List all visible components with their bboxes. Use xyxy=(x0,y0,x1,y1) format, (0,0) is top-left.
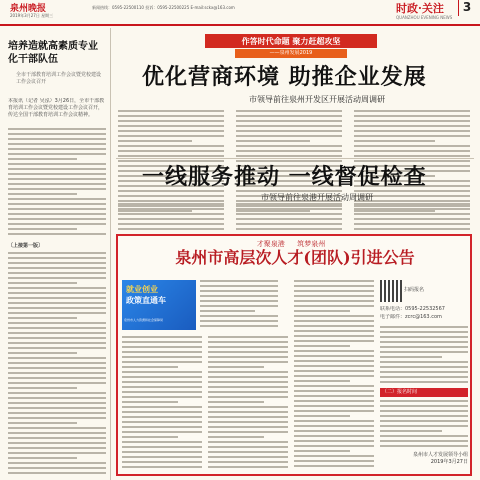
text-line xyxy=(208,426,288,428)
notice-col-4b xyxy=(380,400,468,450)
text-line xyxy=(8,262,106,264)
text-line xyxy=(294,435,374,437)
text-line xyxy=(380,371,468,373)
text-line xyxy=(380,361,468,363)
left-body-text xyxy=(8,128,106,238)
text-line xyxy=(200,315,278,317)
text-line xyxy=(8,307,106,309)
paper-logo: 泉州晚报 xyxy=(10,4,47,14)
masthead xyxy=(0,0,480,26)
text-line xyxy=(8,312,106,314)
text-line xyxy=(294,280,374,282)
text-line xyxy=(8,198,106,200)
text-line xyxy=(122,396,202,398)
text-line xyxy=(208,421,288,423)
text-line xyxy=(8,183,106,185)
text-line xyxy=(122,361,202,363)
text-line xyxy=(8,158,77,160)
apply-period-label: （二）报名时间 xyxy=(380,388,468,397)
text-line xyxy=(236,135,342,137)
text-line xyxy=(294,430,374,432)
text-line xyxy=(8,322,106,324)
text-line xyxy=(294,340,374,342)
text-line xyxy=(8,153,106,155)
text-line xyxy=(118,125,224,127)
text-line xyxy=(8,193,77,195)
text-line xyxy=(8,277,106,279)
text-line xyxy=(8,387,77,389)
text-line xyxy=(8,188,106,190)
column-divider xyxy=(110,28,111,480)
text-line xyxy=(8,178,106,180)
image-line-2: 政策直通车 xyxy=(126,296,166,305)
text-line xyxy=(8,168,106,170)
text-line xyxy=(200,290,278,292)
text-line xyxy=(118,135,224,137)
text-line xyxy=(208,466,288,468)
text-line xyxy=(8,442,106,444)
text-line xyxy=(8,437,106,439)
text-line xyxy=(122,466,202,468)
text-line xyxy=(8,203,106,205)
text-line xyxy=(118,213,224,215)
text-line xyxy=(122,461,202,463)
left-headline: 培养造就高素质专业化干部队伍 xyxy=(8,41,98,65)
text-line xyxy=(208,381,288,383)
text-line xyxy=(354,130,470,132)
text-line xyxy=(208,351,288,353)
text-line xyxy=(122,351,202,353)
text-line xyxy=(294,415,350,417)
text-line xyxy=(8,422,77,424)
text-line xyxy=(354,125,470,127)
text-line xyxy=(8,128,106,130)
text-line xyxy=(236,228,342,230)
qr-label: 扫码报名 xyxy=(404,287,425,293)
qr-code[interactable] xyxy=(380,280,402,302)
text-line xyxy=(208,451,288,453)
text-line xyxy=(354,135,470,137)
text-line xyxy=(8,143,106,145)
text-line xyxy=(8,297,106,299)
text-line xyxy=(8,148,106,150)
text-line xyxy=(294,370,374,372)
issue-date: 2019年3月27日 星期三 xyxy=(10,13,54,18)
text-line xyxy=(8,342,106,344)
image-line-1: 就业创业 xyxy=(126,285,158,294)
text-line xyxy=(8,417,106,419)
text-line xyxy=(380,381,468,383)
contact-email: 电子邮件：zcrc@163.com xyxy=(380,314,442,320)
text-line xyxy=(8,282,77,284)
text-line xyxy=(200,305,278,307)
notice-signature xyxy=(380,452,468,466)
text-line xyxy=(294,445,374,447)
text-line xyxy=(208,346,288,348)
text-line xyxy=(294,450,350,452)
text-line xyxy=(380,410,468,412)
text-line xyxy=(380,336,468,338)
text-line xyxy=(208,356,288,358)
text-line xyxy=(354,218,470,220)
text-line xyxy=(8,352,77,354)
left-lede: 本报讯（记者 吴泓）3月26日，全市干部教育培训工作会议暨党校建设工作会议召开，传达全国干部教育培训工作会议精神。 xyxy=(8,98,105,118)
text-line xyxy=(118,223,224,225)
text-line xyxy=(8,447,106,449)
text-line xyxy=(122,376,202,378)
text-line xyxy=(236,213,342,215)
text-line xyxy=(122,431,202,433)
text-line xyxy=(8,392,106,394)
text-line xyxy=(122,441,202,443)
text-line xyxy=(294,325,374,327)
text-line xyxy=(118,150,224,152)
text-line xyxy=(118,115,224,117)
text-line xyxy=(122,386,202,388)
text-line xyxy=(8,233,106,235)
text-line xyxy=(354,115,470,117)
text-line xyxy=(8,347,106,349)
text-line xyxy=(236,145,342,147)
text-line xyxy=(200,285,278,287)
text-line xyxy=(208,401,264,403)
text-line xyxy=(236,140,310,142)
text-line xyxy=(122,456,202,458)
text-line xyxy=(8,287,106,289)
text-line xyxy=(122,336,202,338)
left-subhead: 全市干部教育培训工作会议暨党校建设工作会议召开 xyxy=(16,72,102,85)
text-line xyxy=(122,411,202,413)
notice-col-4 xyxy=(380,326,468,386)
text-line xyxy=(236,120,342,122)
notice-headline: 泉州市高层次人才(团队)引进公告 xyxy=(175,248,415,267)
text-line xyxy=(8,407,106,409)
text-line xyxy=(8,292,106,294)
text-line xyxy=(294,395,374,397)
contact-line: 新闻热线：0595-22500110 投诉：0595-22500225 E-mail:sckx@163.com xyxy=(92,5,235,10)
text-line xyxy=(118,155,224,157)
text-line xyxy=(8,427,106,429)
text-line xyxy=(208,391,288,393)
text-line xyxy=(294,400,374,402)
text-line xyxy=(8,163,106,165)
text-line xyxy=(380,415,468,417)
page-number: 3 xyxy=(458,0,475,16)
text-line xyxy=(294,405,374,407)
text-line xyxy=(118,208,224,210)
text-line xyxy=(294,330,374,332)
text-line xyxy=(294,425,374,427)
text-line xyxy=(294,300,374,302)
banner-title: 作答时代命题 聚力赶超攻坚 xyxy=(205,34,377,48)
text-line xyxy=(8,228,77,230)
text-line xyxy=(294,420,374,422)
text-line xyxy=(118,228,224,230)
text-line xyxy=(354,140,435,142)
text-line xyxy=(118,140,192,142)
text-line xyxy=(8,252,106,254)
text-line xyxy=(122,426,202,428)
article-divider xyxy=(116,158,474,159)
text-line xyxy=(380,331,468,333)
text-line xyxy=(294,465,374,467)
policy-image xyxy=(122,280,196,330)
text-line xyxy=(208,461,288,463)
english-name: QUANZHOU EVENING NEWS xyxy=(396,15,453,20)
text-line xyxy=(380,420,468,422)
text-line xyxy=(8,432,106,434)
contact-phone: 联系电话：0595-22532567 xyxy=(380,306,445,312)
text-line xyxy=(208,406,288,408)
text-line xyxy=(8,402,106,404)
article-2-subhead: 市领导前往泉港开展活动周调研 xyxy=(261,193,373,202)
text-line xyxy=(208,371,288,373)
text-line xyxy=(208,411,288,413)
text-line xyxy=(236,155,342,157)
text-line xyxy=(208,341,288,343)
text-line xyxy=(122,406,202,408)
text-line xyxy=(122,381,202,383)
text-line xyxy=(122,416,202,418)
text-line xyxy=(294,290,374,292)
text-line xyxy=(294,410,374,412)
text-line xyxy=(8,327,106,329)
text-line xyxy=(380,435,468,437)
notice-col-3 xyxy=(294,280,374,470)
text-line xyxy=(8,213,106,215)
text-line xyxy=(380,356,442,358)
text-line xyxy=(380,405,468,407)
kicker-right: 筑梦泉州 xyxy=(297,240,326,248)
signature-date: 2019年3月27日 xyxy=(430,459,468,465)
text-line xyxy=(8,462,106,464)
text-line xyxy=(294,375,374,377)
text-line xyxy=(380,440,468,442)
text-line xyxy=(8,218,106,220)
text-line xyxy=(294,335,374,337)
text-line xyxy=(8,337,106,339)
text-line xyxy=(8,208,106,210)
text-line xyxy=(354,110,470,112)
text-line xyxy=(8,472,106,474)
left-body-text-2 xyxy=(8,252,106,478)
text-line xyxy=(122,401,178,403)
text-line xyxy=(122,356,202,358)
left-continued-tag: 〔上接第一版〕 xyxy=(8,243,44,249)
text-line xyxy=(208,386,288,388)
text-line xyxy=(8,223,106,225)
notice-col-2 xyxy=(208,336,288,470)
text-line xyxy=(208,446,288,448)
text-line xyxy=(380,445,468,447)
text-line xyxy=(8,332,106,334)
text-line xyxy=(236,125,342,127)
text-line xyxy=(354,150,470,152)
text-line xyxy=(122,451,202,453)
text-line xyxy=(208,336,288,338)
text-line xyxy=(8,317,77,319)
text-line xyxy=(208,456,288,458)
text-line xyxy=(236,218,342,220)
text-line xyxy=(8,133,106,135)
text-line xyxy=(122,421,202,423)
text-line xyxy=(294,365,374,367)
text-line xyxy=(8,302,106,304)
text-line xyxy=(294,355,374,357)
text-line xyxy=(380,366,468,368)
text-line xyxy=(236,203,342,205)
article-2-col-1 xyxy=(118,203,224,231)
text-line xyxy=(294,390,374,392)
text-line xyxy=(380,425,468,427)
text-line xyxy=(8,412,106,414)
text-line xyxy=(8,272,106,274)
text-line xyxy=(200,320,278,322)
text-line xyxy=(200,325,278,327)
text-line xyxy=(236,110,342,112)
text-line xyxy=(8,372,106,374)
text-line xyxy=(380,341,468,343)
text-line xyxy=(208,431,288,433)
signature-org: 泉州市人才发展领导小组 xyxy=(412,452,468,458)
text-line xyxy=(236,115,342,117)
text-line xyxy=(294,305,374,307)
text-line xyxy=(236,130,342,132)
text-line xyxy=(8,173,106,175)
text-line xyxy=(236,223,342,225)
text-line xyxy=(122,446,202,448)
text-line xyxy=(118,110,224,112)
text-line xyxy=(122,346,202,348)
text-line xyxy=(8,257,106,259)
text-line xyxy=(122,436,178,438)
text-line xyxy=(118,120,224,122)
text-line xyxy=(380,326,468,328)
text-line xyxy=(8,267,106,269)
text-line xyxy=(200,300,278,302)
text-line xyxy=(294,350,374,352)
text-line xyxy=(8,467,106,469)
text-line xyxy=(208,436,264,438)
text-line xyxy=(354,155,470,157)
text-line xyxy=(8,367,106,369)
text-line xyxy=(380,400,468,402)
notice-col-1 xyxy=(122,336,202,470)
text-line xyxy=(122,341,202,343)
text-line xyxy=(8,377,106,379)
text-line xyxy=(200,295,278,297)
article-2-headline: 一线服务推动 一线督促检查 xyxy=(142,164,427,190)
text-line xyxy=(294,310,350,312)
text-line xyxy=(200,310,255,312)
text-line xyxy=(8,382,106,384)
banner xyxy=(205,34,377,60)
text-line xyxy=(354,145,470,147)
text-line xyxy=(118,203,224,205)
text-line xyxy=(118,145,224,147)
text-line xyxy=(354,203,470,205)
text-line xyxy=(380,346,468,348)
banner-subtitle: ——泉州发展2019 xyxy=(235,49,347,58)
text-line xyxy=(294,440,374,442)
text-line xyxy=(8,452,106,454)
text-line xyxy=(380,351,468,353)
text-line xyxy=(208,376,288,378)
article-1-subhead: 市领导前往泉州开发区开展活动周调研 xyxy=(249,95,385,104)
text-line xyxy=(8,138,106,140)
left-column xyxy=(0,26,110,480)
text-line xyxy=(118,130,224,132)
text-line xyxy=(122,371,202,373)
text-line xyxy=(294,385,374,387)
text-line xyxy=(8,362,106,364)
text-line xyxy=(294,295,374,297)
text-line xyxy=(380,430,442,432)
text-line xyxy=(208,361,288,363)
article-2-col-3 xyxy=(354,203,470,231)
text-line xyxy=(236,208,342,210)
image-caption: 泉州市人力资源和社会保障局 xyxy=(124,318,164,322)
text-line xyxy=(354,208,470,210)
article-2-col-2 xyxy=(236,203,342,231)
text-line xyxy=(8,357,106,359)
article-1-headline: 优化营商环境 助推企业发展 xyxy=(142,64,427,90)
recruitment-notice xyxy=(116,234,472,476)
text-line xyxy=(208,366,264,368)
text-line xyxy=(208,396,288,398)
text-line xyxy=(200,280,278,282)
text-line xyxy=(294,460,374,462)
text-line xyxy=(294,320,374,322)
text-line xyxy=(294,345,350,347)
kicker-left: 才聚泉港 xyxy=(256,240,285,248)
text-line xyxy=(294,380,350,382)
text-line xyxy=(118,218,224,220)
text-line xyxy=(294,315,374,317)
text-line xyxy=(8,457,77,459)
text-line xyxy=(294,360,374,362)
text-line xyxy=(208,441,288,443)
text-line xyxy=(354,120,470,122)
text-line xyxy=(354,213,470,215)
text-line xyxy=(294,285,374,287)
text-line xyxy=(236,150,342,152)
text-line xyxy=(354,223,470,225)
text-line xyxy=(380,376,468,378)
text-line xyxy=(294,455,374,457)
text-line xyxy=(8,397,106,399)
text-line xyxy=(208,416,288,418)
text-line xyxy=(122,391,202,393)
section-title: 时政·关注 xyxy=(396,2,444,15)
notice-col-1-top xyxy=(200,280,278,330)
text-line xyxy=(354,228,470,230)
text-line xyxy=(122,366,178,368)
